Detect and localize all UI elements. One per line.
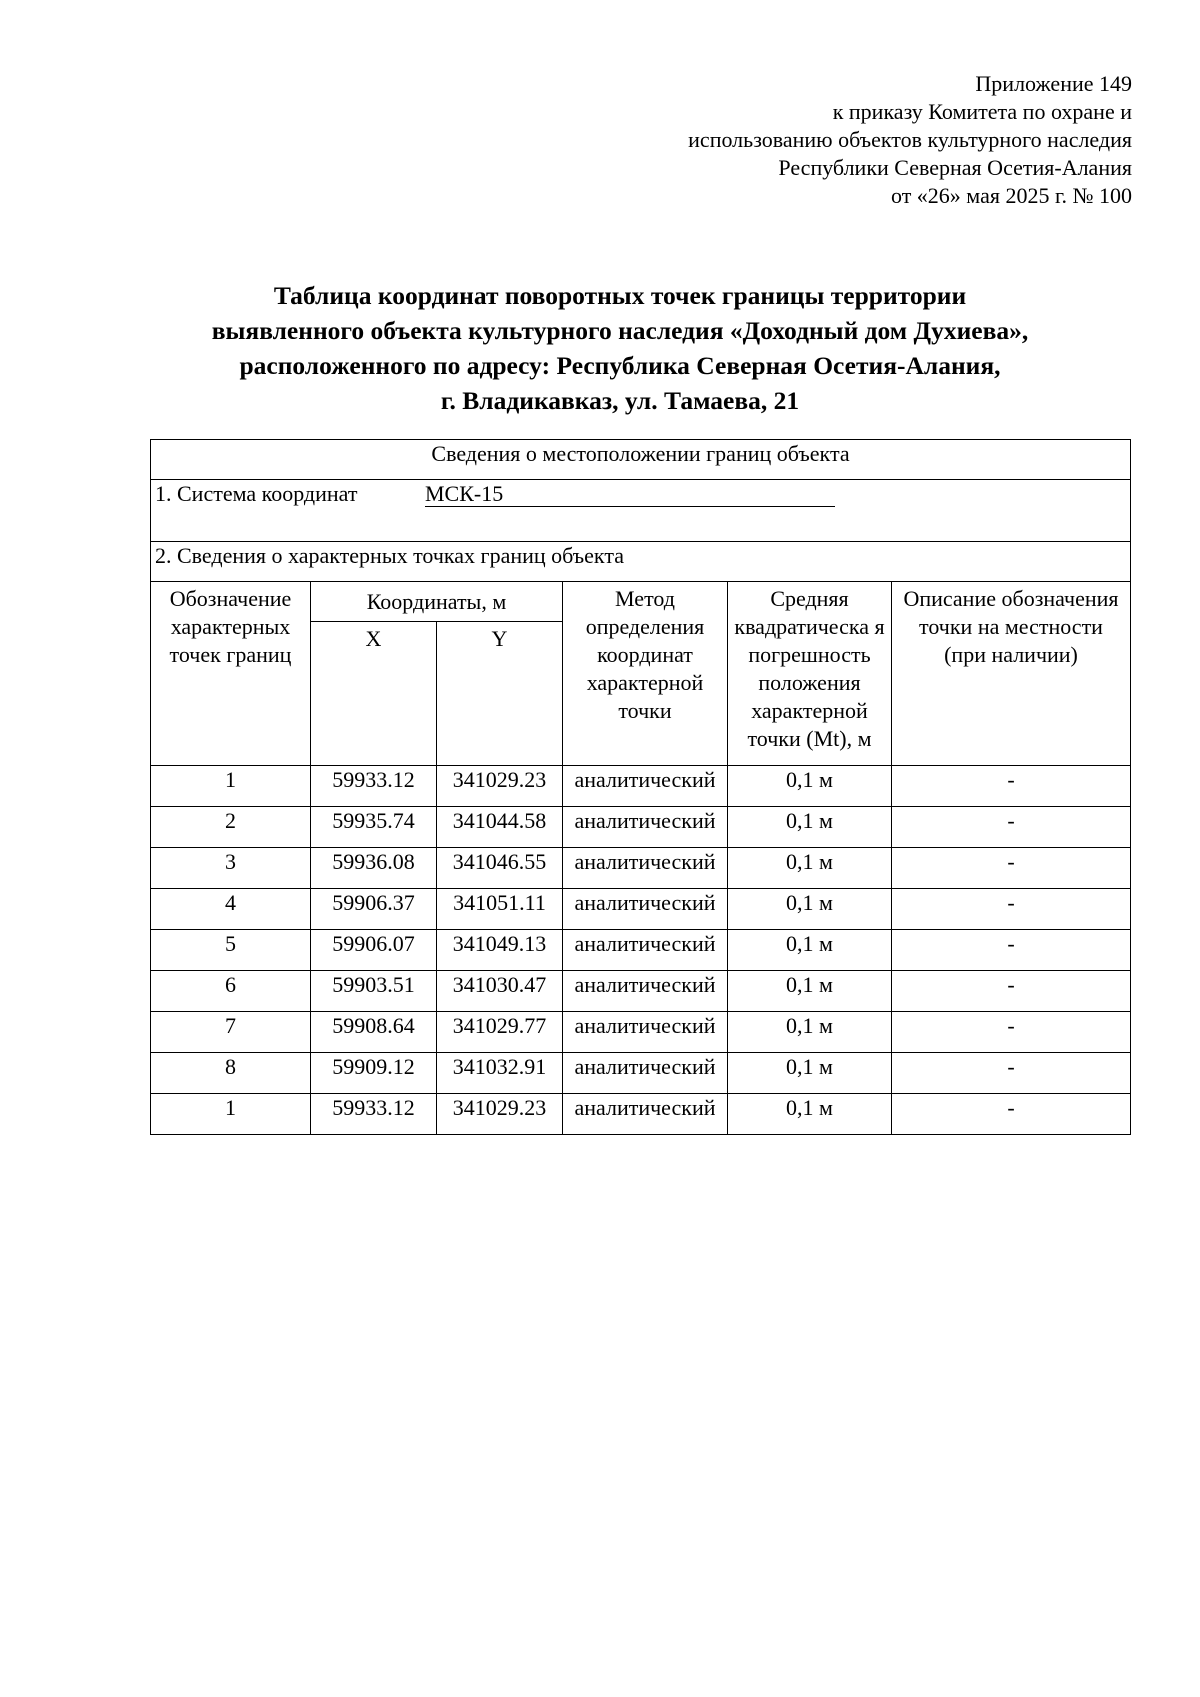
cell-x: 59903.51 (311, 971, 437, 1012)
cell-y: 341051.11 (437, 889, 563, 930)
cell-x: 59935.74 (311, 807, 437, 848)
cell-method: аналитический (563, 807, 728, 848)
cell-description: - (892, 1012, 1131, 1053)
points-header-row (151, 542, 1131, 582)
cell-method: аналитический (563, 848, 728, 889)
cell-x: 59933.12 (311, 1094, 437, 1135)
column-header-row (151, 582, 1131, 622)
cell-y: 341044.58 (437, 807, 563, 848)
cell-method: аналитический (563, 1012, 728, 1053)
cell-method: аналитический (563, 766, 728, 807)
section-header-row (151, 440, 1131, 480)
table-row (151, 971, 1131, 1012)
cell-point: 8 (151, 1053, 311, 1094)
title-line: г. Владикавказ, ул. Тамаева, 21 (440, 386, 800, 415)
cell-description: - (892, 971, 1131, 1012)
table-row (151, 930, 1131, 971)
cell-y: 341046.55 (437, 848, 563, 889)
coord-system-row (151, 480, 1131, 542)
appendix-line: Приложение 149 (975, 71, 1132, 96)
cell-description: - (892, 766, 1131, 807)
col-header-designation: Обозначение характерных точек границ (151, 582, 311, 766)
table-row (151, 848, 1131, 889)
col-header-error: Средняя квадратическа я погрешность положения характерной точки (Mt), м (728, 582, 892, 766)
cell-error: 0,1 м (728, 1094, 892, 1135)
cell-error: 0,1 м (728, 766, 892, 807)
table-row (151, 1053, 1131, 1094)
cell-point: 5 (151, 930, 311, 971)
cell-point: 1 (151, 1094, 311, 1135)
appendix-line: Республики Северная Осетия-Алания (778, 155, 1132, 180)
table-row (151, 889, 1131, 930)
cell-method: аналитический (563, 889, 728, 930)
cell-x: 59936.08 (311, 848, 437, 889)
cell-y: 341049.13 (437, 930, 563, 971)
coord-system-value: МСК-15 (425, 482, 835, 507)
cell-error: 0,1 м (728, 1053, 892, 1094)
cell-x: 59906.37 (311, 889, 437, 930)
cell-y: 341029.23 (437, 766, 563, 807)
cell-error: 0,1 м (728, 971, 892, 1012)
cell-method: аналитический (563, 1094, 728, 1135)
cell-point: 6 (151, 971, 311, 1012)
cell-description: - (892, 807, 1131, 848)
title-line: расположенного по адресу: Республика Северная Осетия-Алания, (239, 351, 1001, 380)
col-header-coordinates: Координаты, м (311, 582, 563, 622)
cell-point: 7 (151, 1012, 311, 1053)
cell-x: 59906.07 (311, 930, 437, 971)
cell-x: 59909.12 (311, 1053, 437, 1094)
section-header: Сведения о местоположении границ объекта (151, 440, 1131, 480)
cell-point: 1 (151, 766, 311, 807)
cell-description: - (892, 848, 1131, 889)
cell-x: 59908.64 (311, 1012, 437, 1053)
points-header: 2. Сведения о характерных точках границ объекта (151, 542, 1131, 582)
cell-error: 0,1 м (728, 889, 892, 930)
col-header-x: X (311, 622, 437, 766)
cell-description: - (892, 1053, 1131, 1094)
document-title (120, 278, 1120, 418)
appendix-line: к приказу Комитета по охране и (832, 99, 1132, 124)
cell-description: - (892, 1094, 1131, 1135)
cell-description: - (892, 930, 1131, 971)
cell-method: аналитический (563, 971, 728, 1012)
cell-y: 341029.23 (437, 1094, 563, 1135)
appendix-line: использованию объектов культурного наследия (688, 127, 1132, 152)
cell-error: 0,1 м (728, 1012, 892, 1053)
col-header-y: Y (437, 622, 563, 766)
cell-error: 0,1 м (728, 930, 892, 971)
cell-y: 341029.77 (437, 1012, 563, 1053)
cell-x: 59933.12 (311, 766, 437, 807)
cell-y: 341032.91 (437, 1053, 563, 1094)
cell-point: 4 (151, 889, 311, 930)
table-row (151, 1094, 1131, 1135)
coord-system-label: 1. Система координат (155, 481, 358, 506)
cell-point: 2 (151, 807, 311, 848)
title-line: выявленного объекта культурного наследия «Доходный дом Духиева», (211, 316, 1029, 345)
coord-system-cell (151, 480, 1131, 542)
cell-error: 0,1 м (728, 848, 892, 889)
col-header-description: Описание обозначения точки на местности (при наличии) (892, 582, 1131, 766)
table-row (151, 1012, 1131, 1053)
cell-point: 3 (151, 848, 311, 889)
appendix-block (688, 70, 1132, 210)
cell-error: 0,1 м (728, 807, 892, 848)
cell-description: - (892, 889, 1131, 930)
cell-method: аналитический (563, 930, 728, 971)
table-row (151, 766, 1131, 807)
col-header-method: Метод определения координат характерной точки (563, 582, 728, 766)
cell-method: аналитический (563, 1053, 728, 1094)
table-row (151, 807, 1131, 848)
coordinates-table (150, 439, 1131, 1135)
title-line: Таблица координат поворотных точек границы территории (273, 281, 967, 310)
cell-y: 341030.47 (437, 971, 563, 1012)
appendix-line: от «26» мая 2025 г. № 100 (890, 183, 1132, 208)
